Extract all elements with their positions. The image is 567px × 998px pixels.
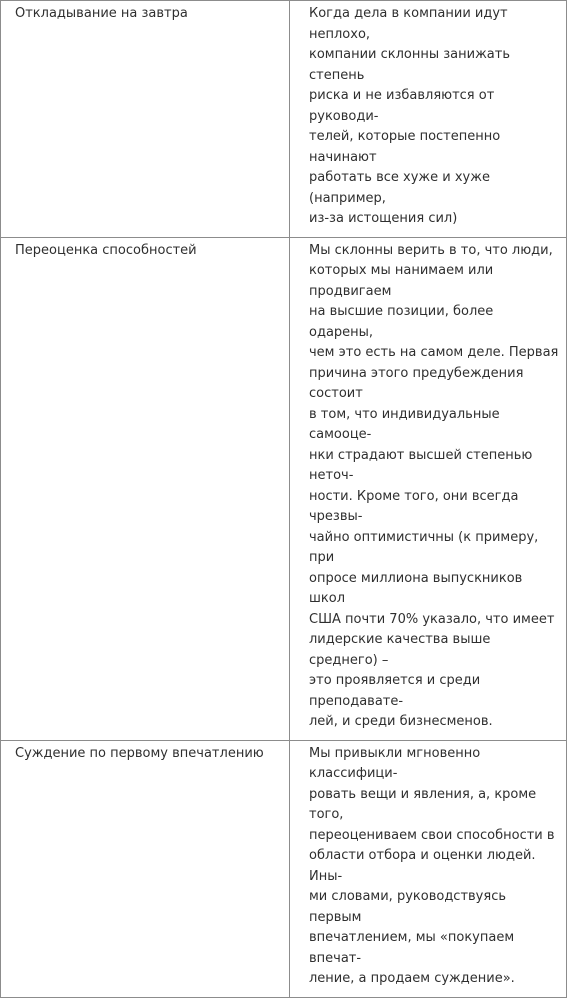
description-line: в том, что индивидуальные самооце- (309, 406, 500, 442)
description-text (309, 241, 560, 733)
description-line: переоцениваем свои способности в (309, 827, 555, 843)
description-cell (290, 1, 567, 238)
term-cell (1, 740, 290, 997)
description-line: ление, а продаем суждение». (309, 971, 515, 986)
description-cell (290, 237, 567, 740)
term-text: Переоценка способностей (15, 242, 197, 258)
description-cell (290, 740, 567, 997)
description-line: Мы привыкли мгновенно классифици- (309, 745, 481, 781)
table-body (1, 1, 567, 998)
description-line: впечатлением, мы «покупаем впечат- (309, 930, 515, 966)
description-line: лидерские качества выше среднего) – (309, 632, 491, 668)
description-line: риска и не избавляются от руководи- (309, 88, 495, 124)
description-line: США почти 70% указало, что имеет (309, 611, 555, 627)
term-cell (1, 1, 290, 238)
description-line: причина этого предубеждения состоит (309, 365, 524, 401)
description-line: ности. Кроме того, они всегда чрезвы- (309, 488, 519, 524)
table-row (1, 237, 567, 740)
description-line: это проявляется и среди преподавате- (309, 673, 481, 709)
description-text (309, 4, 560, 230)
description-line: на высшие позиции, более одарены, (309, 304, 494, 340)
description-line: ми словами, руководствуясь первым (309, 889, 507, 925)
description-line: лей, и среди бизнесменов. (309, 714, 493, 729)
description-line: Мы склонны верить в то, что люди, (309, 242, 553, 258)
description-line: из-за истощения сил) (309, 211, 458, 226)
term-text: Откладывание на завтра (15, 6, 188, 21)
description-line: работать все хуже и хуже (например, (309, 170, 490, 206)
description-line: которых мы нанимаем или продвигаем (309, 263, 494, 299)
description-line: нки страдают высшей степенью неточ- (309, 447, 533, 483)
term-cell (1, 237, 290, 740)
table-row (1, 1, 567, 238)
description-line: компании склонны занижать степень (309, 47, 511, 83)
description-line: телей, которые постепенно начинают (309, 129, 501, 165)
description-text (309, 744, 560, 990)
description-line: чем это есть на самом деле. Первая (309, 345, 559, 360)
term-text: Суждение по первому впечатлению (15, 745, 264, 761)
description-line: опросе миллиона выпускников школ (309, 570, 523, 606)
description-line: ровать вещи и явления, а, кроме того, (309, 786, 537, 822)
table-row (1, 740, 567, 997)
description-line: области отбора и оценки людей. Ины- (309, 848, 536, 884)
description-line: Когда дела в компании идут неплохо, (309, 6, 508, 42)
description-line: чайно оптимистичны (к примеру, при (309, 529, 539, 565)
